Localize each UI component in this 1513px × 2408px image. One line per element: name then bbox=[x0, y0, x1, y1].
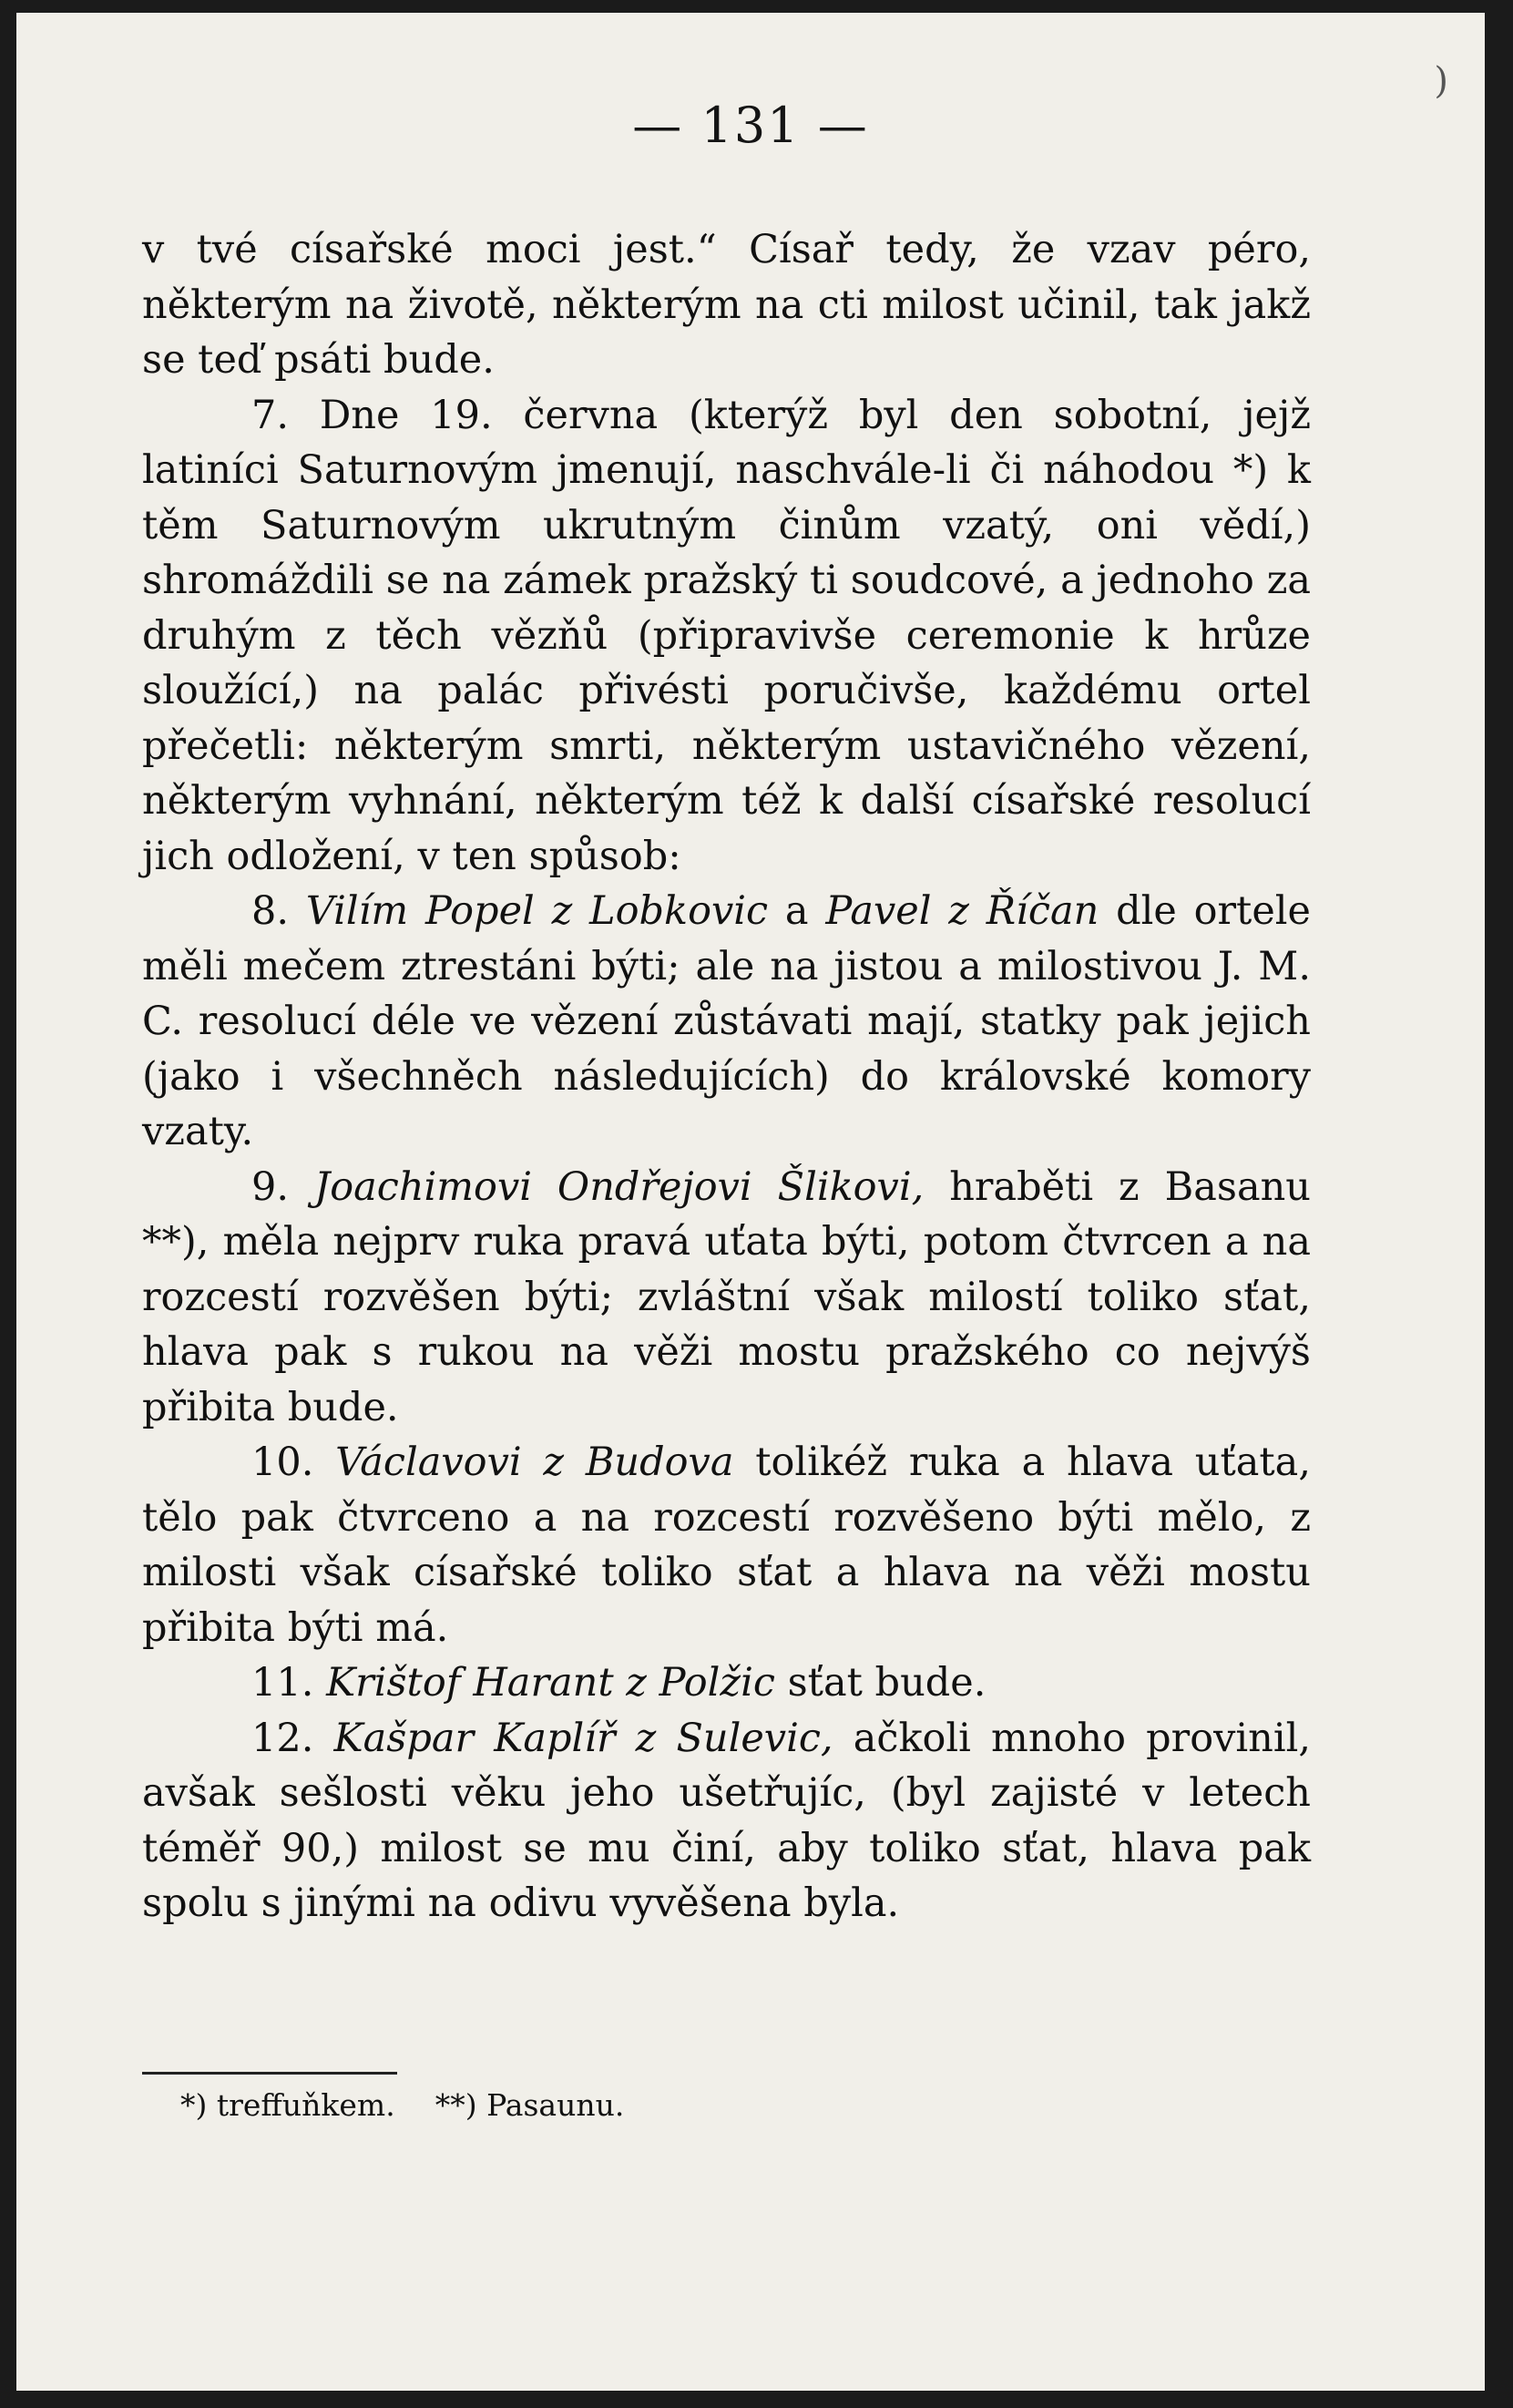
paragraph-text: v tvé císařské moci jest.“ Císař tedy, že vzav péro, některým na životě, některým na cti milost učinil, tak jakž se teď psáti bude. bbox=[142, 227, 1311, 383]
person-name: Václavovi z Budova bbox=[335, 1440, 734, 1485]
paragraph bbox=[142, 222, 1311, 388]
paragraph-text: hraběti z Basanu **), měla nejprv ruka pravá uťata býti, potom čtvrcen a na rozcestí rozvěšen býti; zvláštní však milostí toliko sťat, hlava pak s rukou na věži mostu pražského co nejvýš přibita bude. bbox=[142, 1163, 1311, 1430]
person-name: Vilím Popel z Lobkovic bbox=[305, 888, 769, 934]
footnote-1: *) treffuňkem. bbox=[180, 2087, 395, 2123]
paragraph-text: 11. bbox=[251, 1660, 327, 1706]
paragraph-text: 12. bbox=[251, 1715, 334, 1761]
paragraph bbox=[142, 388, 1311, 885]
body-text bbox=[142, 222, 1311, 1932]
footnote-2: **) Pasaunu. bbox=[434, 2087, 625, 2123]
corner-mark: ) bbox=[1434, 60, 1448, 102]
paragraph-text: 8. bbox=[251, 888, 306, 934]
paragraph-text: a bbox=[768, 888, 826, 934]
person-name: Pavel z Říčan bbox=[825, 888, 1099, 934]
paragraph bbox=[142, 884, 1311, 1160]
footnotes bbox=[180, 2083, 624, 2128]
paragraph-text: 9. bbox=[251, 1163, 314, 1210]
paragraph bbox=[142, 1655, 1311, 1711]
paragraph-text: 10. bbox=[251, 1440, 336, 1485]
person-name: Joachimovi Ondřejovi Šlikovi, bbox=[313, 1163, 925, 1210]
paragraph bbox=[142, 1711, 1311, 1932]
paragraph bbox=[142, 1435, 1311, 1655]
paragraph-text: dle ortele měli mečem ztrestáni býti; ale na jistou a milostivou J. M. C. resolucí déle ve vězení zůstávati mají, statky pak jejich (jako i všechněch následujících) do královské komory vzaty. bbox=[142, 888, 1311, 1154]
paragraph bbox=[142, 1160, 1311, 1436]
paragraph-text: 7. Dne 19. června (kterýž byl den sobotní, jejž latiníci Saturnovým jmenují, naschvále-li či náhodou *) k těm Saturnovým ukrutným činům vzatý, oni vědí,) shromáždili se na zámek pražský ti soudcové, a jednoho za druhým z těch vězňů (připravivše ceremonie k hrůze sloužící,) na palác přivésti poručivše, každému ortel přečetli: některým smrti, některým ustavičného vězení, některým vyhnání, některým též k další císařské resolucí jich odložení, v ten spůsob: bbox=[142, 392, 1311, 879]
book-page bbox=[16, 13, 1485, 2391]
person-name: Kašpar Kaplíř z Sulevic, bbox=[333, 1715, 833, 1761]
person-name: Krištof Harant z Polžic bbox=[326, 1660, 775, 1706]
paragraph-text: sťat bude. bbox=[774, 1660, 987, 1706]
page-number: — 131 — bbox=[632, 97, 869, 154]
paragraph-text: tolikéž ruka a hlava uťata, tělo pak čtvrceno a na rozcestí rozvěšeno býti mělo, z milosti však císařské toliko sťat a hlava na věži mostu přibita býti má. bbox=[142, 1440, 1311, 1651]
paragraph-text: ačkoli mnoho provinil, avšak sešlosti věku jeho ušetřujíc, (byl zajisté v letech téměř 90,) milost se mu činí, aby toliko sťat, hlava pak spolu s jinými na odivu vyvěšena byla. bbox=[142, 1715, 1311, 1926]
footnote-rule bbox=[142, 2072, 397, 2075]
